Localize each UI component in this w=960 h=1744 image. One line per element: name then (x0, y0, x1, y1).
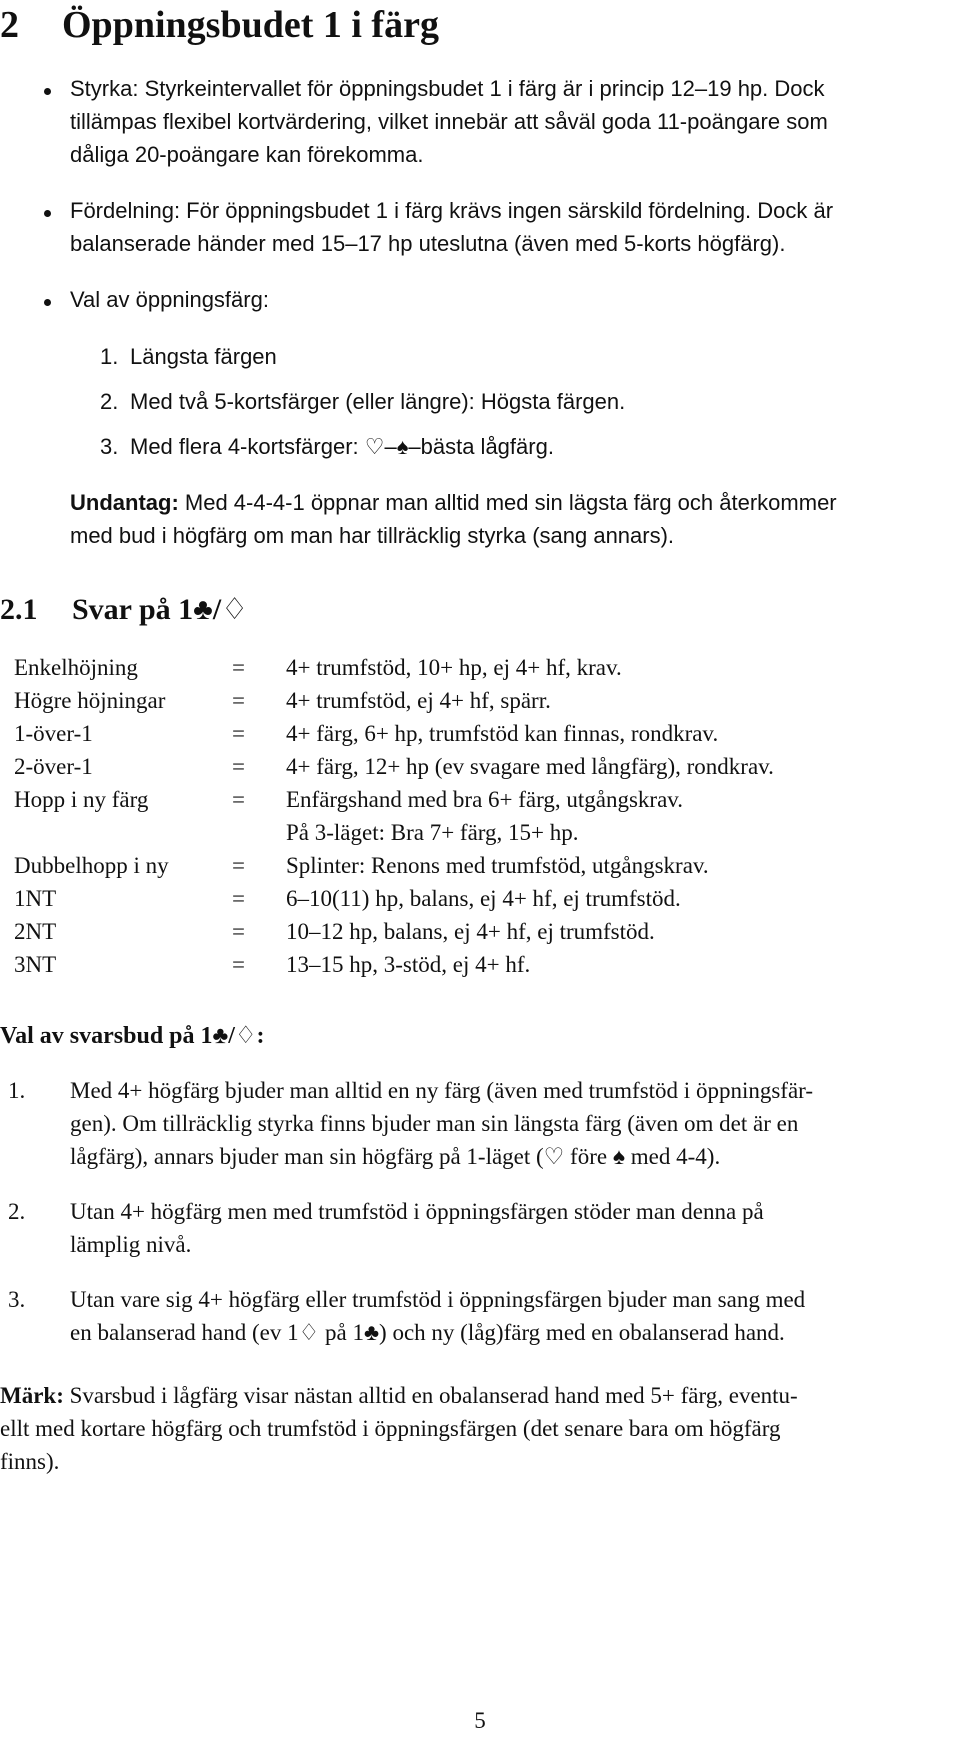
meaning-cell: På 3-läget: Bra 7+ färg, 15+ hp. (286, 820, 579, 845)
text-line: Svarsbud i lågfärg visar nästan alltid en obalanserad hand med 5+ färg, eventu- (63, 1383, 798, 1408)
item-body (70, 1283, 956, 1349)
text-line: Med 4+ högfärg bjuder man alltid en ny färg (även med trumfstöd i öppningsfär- (70, 1078, 814, 1103)
response-choice-heading: Val av svarsbud på 1♣/♢: (0, 1023, 265, 1049)
bid-cell: Dubbelhopp i ny (14, 853, 169, 878)
text-line: Utan vare sig 4+ högfärg eller trumfstöd i öppningsfärgen bjuder man sang med (70, 1287, 806, 1312)
item-number: 3. (8, 1287, 26, 1312)
meaning-cell: 10–12 hp, balans, ej 4+ hf, ej trumfstöd. (286, 919, 655, 944)
opening-choice-item (100, 385, 625, 418)
text-line: dåliga 20-poängare kan förekomma. (70, 142, 424, 167)
equals-cell: = (232, 787, 245, 812)
text-line: finns). (0, 1449, 60, 1474)
subsection-number: 2.1 (0, 593, 38, 626)
bullet-paragraph-strength (70, 72, 956, 171)
bullet-marker (44, 88, 51, 95)
text-line: ellt med kortare högfärg och trumfstöd i öppningsfärgen (det senare bara om högfärg (0, 1416, 781, 1441)
text-line: Fördelning: För öppningsbudet 1 i färg krävs ingen särskild fördelning. Dock är (70, 198, 834, 223)
item-number: 1. (8, 1078, 26, 1103)
meaning-cell: 4+ trumfstöd, 10+ hp, ej 4+ hf, krav. (286, 655, 622, 680)
meaning-cell: Enfärgshand med bra 6+ färg, utgångskrav. (286, 787, 684, 812)
opening-choice-item (100, 340, 277, 373)
text-line: gen). Om tillräcklig styrka finns bjuder man sin längsta färg (även om det är en (70, 1111, 799, 1136)
bid-cell: Hopp i ny färg (14, 787, 149, 812)
item-number: 2. (8, 1199, 26, 1224)
meaning-cell: 4+ färg, 12+ hp (ev svagare med långfärg), rondkrav. (286, 754, 774, 779)
exception-label: Undantag: (70, 490, 179, 515)
text-line: med bud i högfärg om man har tillräcklig styrka (sang annars). (70, 523, 675, 548)
subsection-heading (0, 590, 248, 630)
bullet-marker (44, 299, 51, 306)
equals-cell: = (232, 886, 245, 911)
section-number: 2 (0, 4, 19, 46)
meaning-cell: Splinter: Renons med trumfstöd, utgångskrav. (286, 853, 709, 878)
meaning-cell: 4+ färg, 6+ hp, trumfstöd kan finnas, rondkrav. (286, 721, 719, 746)
equals-cell: = (232, 721, 245, 746)
meaning-cell: 6–10(11) hp, balans, ej 4+ hf, ej trumfstöd. (286, 886, 681, 911)
section-title: Öppningsbudet 1 i färg (62, 4, 439, 46)
opening-choice-item (100, 430, 554, 463)
text-line: lämplig nivå. (70, 1232, 192, 1257)
item-body (70, 1195, 956, 1261)
bullet-paragraph-distribution (70, 194, 956, 260)
item-text: Längsta färgen (130, 344, 277, 369)
bullet-paragraph-choice (70, 283, 956, 316)
equals-cell: = (232, 688, 245, 713)
note-paragraph (0, 1379, 956, 1478)
text-line: lågfärg), annars bjuder man sin högfärg på 1-läget (♡ före ♠ med 4-4). (70, 1144, 721, 1169)
text-line: Styrka: Styrkeintervallet för öppningsbudet 1 i färg är i princip 12–19 hp. Dock (70, 76, 825, 101)
equals-cell: = (232, 919, 245, 944)
equals-cell: = (232, 952, 245, 977)
section-heading (0, 2, 439, 48)
item-body (70, 1074, 956, 1173)
bid-cell: 1NT (14, 886, 57, 911)
note-label: Märk: (0, 1383, 64, 1408)
item-number: 2. (100, 389, 119, 414)
text-line: balanserade händer med 15–17 hp uteslutna (även med 5-korts högfärg). (70, 231, 786, 256)
item-text: Med två 5-kortsfärger (eller längre): Högsta färgen. (130, 389, 626, 414)
meaning-cell: 4+ trumfstöd, ej 4+ hf, spärr. (286, 688, 551, 713)
equals-cell: = (232, 754, 245, 779)
meaning-cell: 13–15 hp, 3-stöd, ej 4+ hf. (286, 952, 531, 977)
text-line: Med 4-4-4-1 öppnar man alltid med sin lägsta färg och återkommer (178, 490, 837, 515)
exception-paragraph (70, 486, 956, 552)
equals-cell: = (232, 655, 245, 680)
bid-cell: 1-över-1 (14, 721, 93, 746)
text-line: Val av öppningsfärg: (70, 287, 269, 312)
bullet-marker (44, 210, 51, 217)
item-number: 1. (100, 344, 119, 369)
subsection-title: Svar på 1♣/♢ (72, 593, 249, 626)
bid-cell: 2NT (14, 919, 57, 944)
bid-cell: Högre höjningar (14, 688, 166, 713)
item-number: 3. (100, 434, 119, 459)
item-text: Med flera 4-kortsfärger: ♡–♠–bästa lågfärg. (130, 434, 554, 459)
text-line: tillämpas flexibel kortvärdering, vilket innebär att såväl goda 11-poängare som (70, 109, 828, 134)
bid-cell: 2-över-1 (14, 754, 93, 779)
text-line: Utan 4+ högfärg men med trumfstöd i öppningsfärgen stöder man denna på (70, 1199, 764, 1224)
page-number: 5 (474, 1708, 486, 1733)
bid-cell: Enkelhöjning (14, 655, 138, 680)
text-line: en balanserad hand (ev 1♢ på 1♣) och ny (låg)färg med en obalanserad hand. (70, 1320, 785, 1345)
equals-cell: = (232, 853, 245, 878)
bid-cell: 3NT (14, 952, 57, 977)
